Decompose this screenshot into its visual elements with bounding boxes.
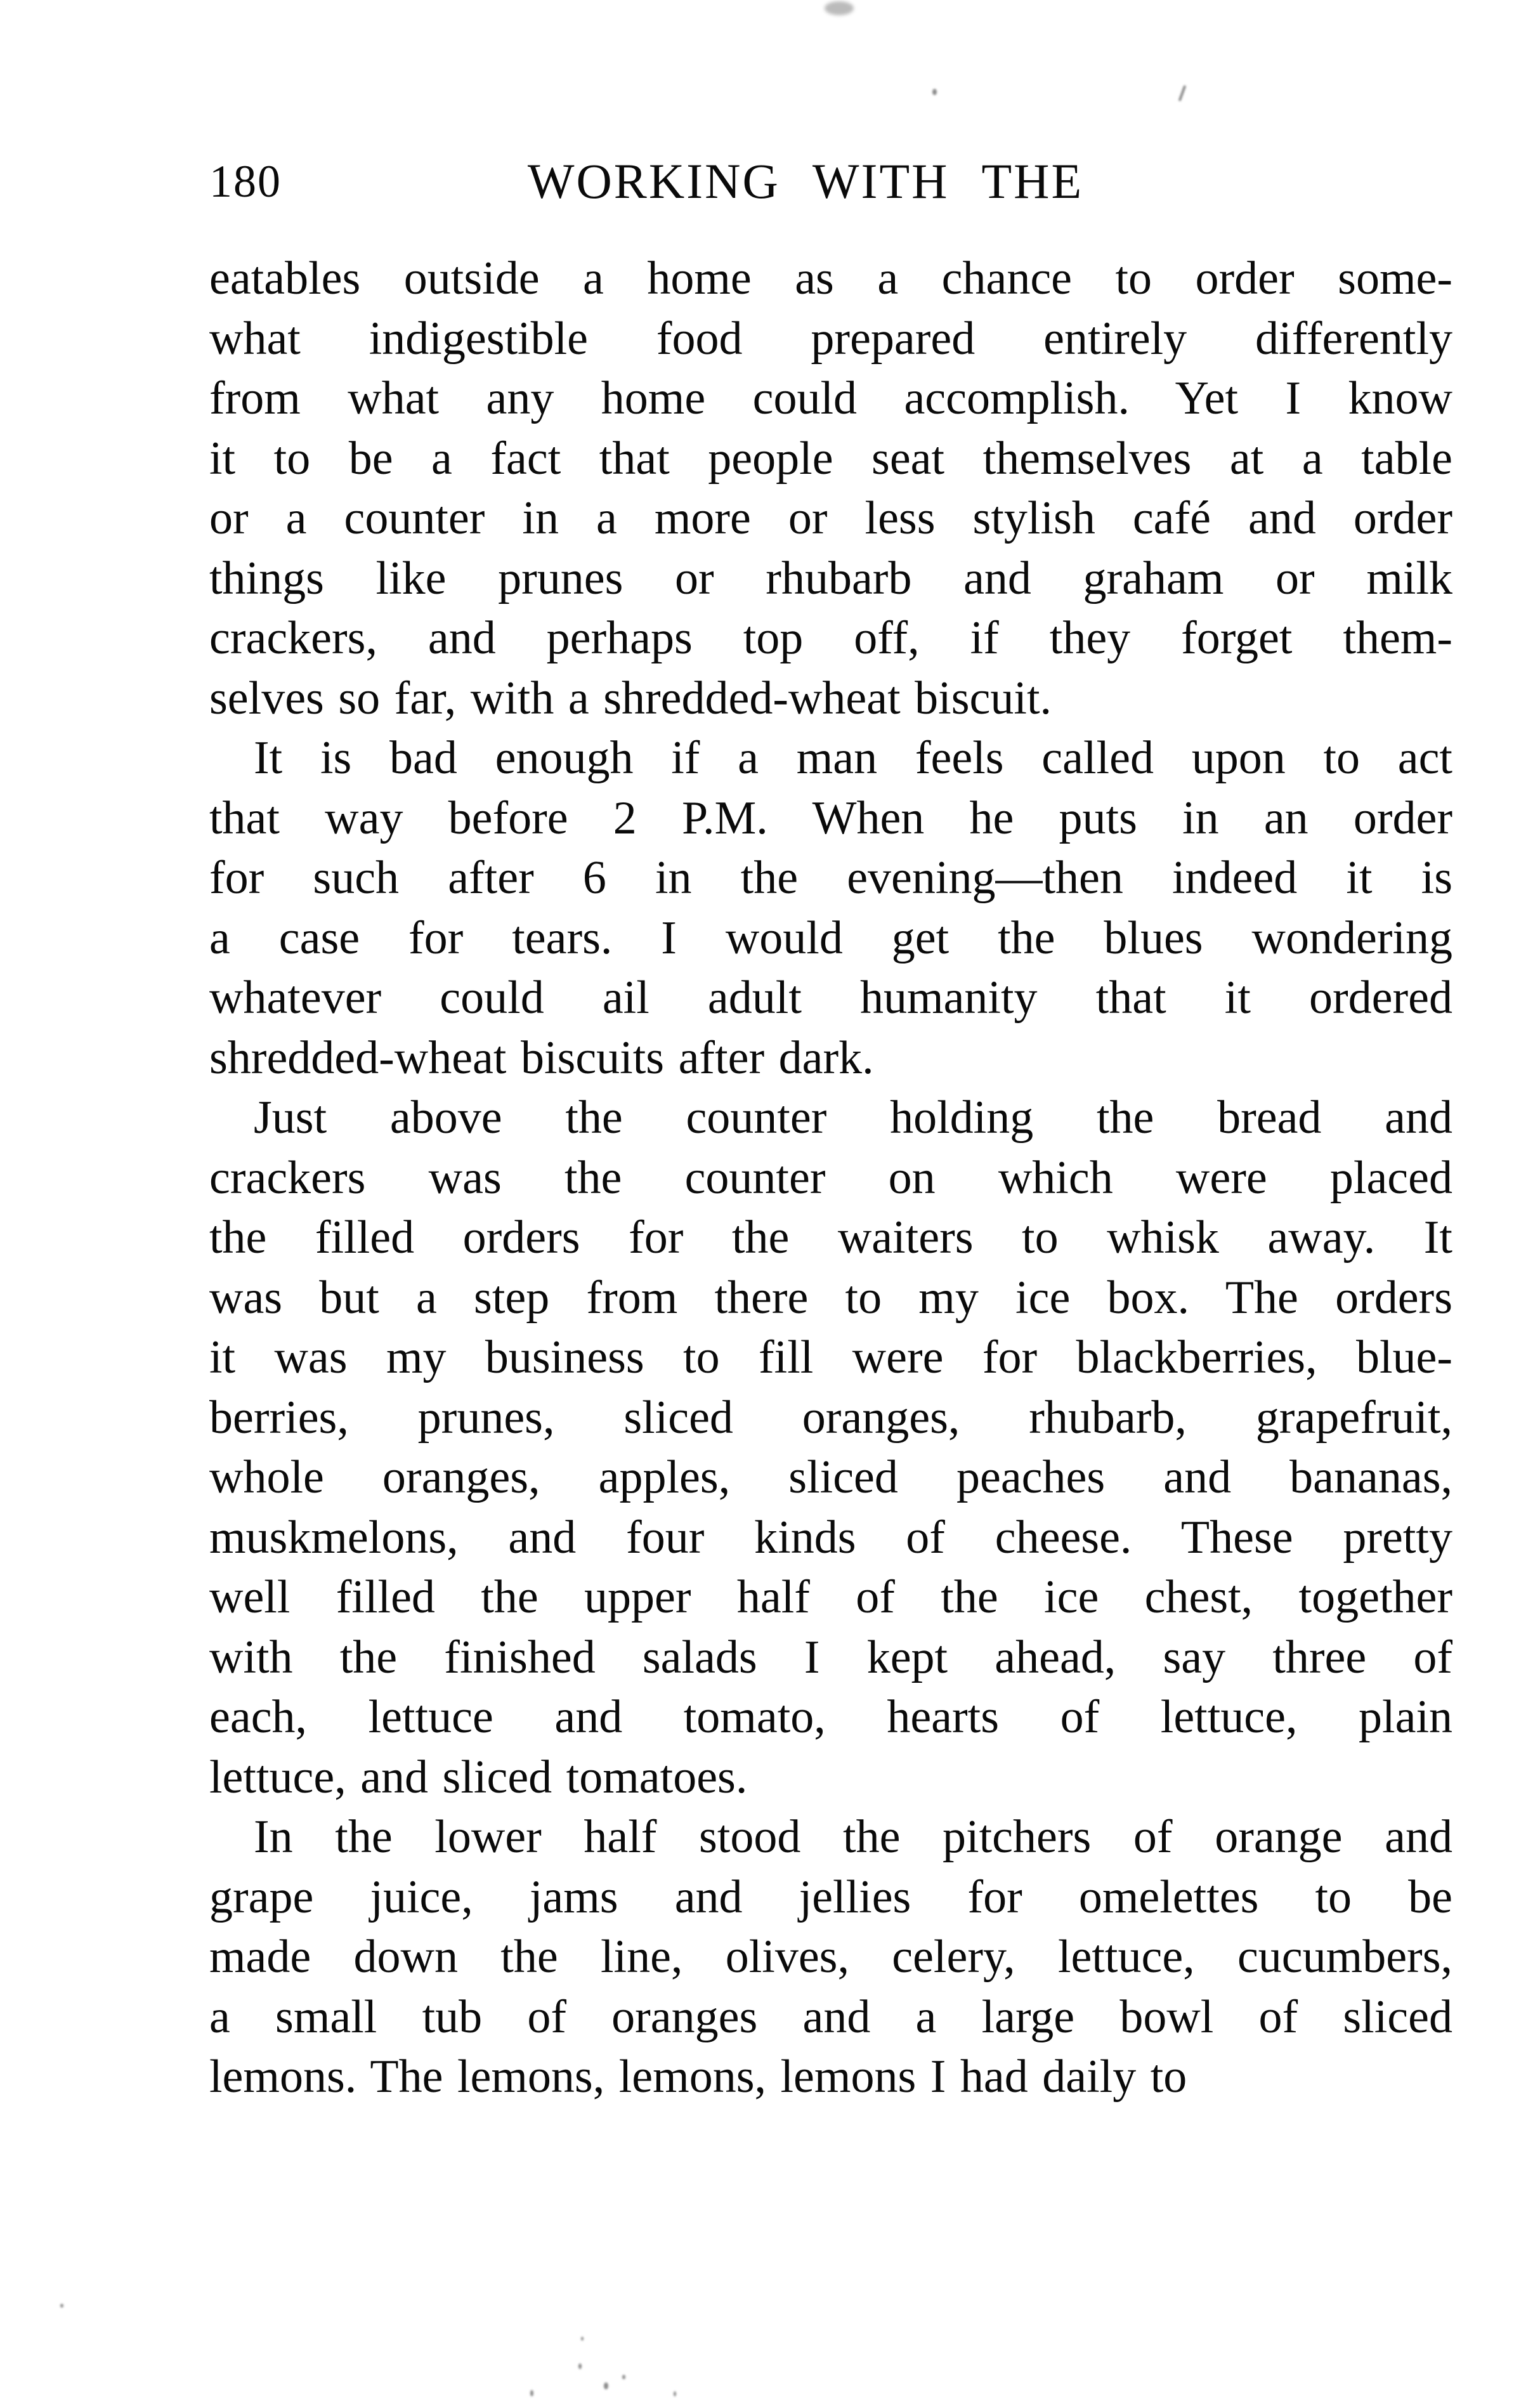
text-line: made down the line, olives, celery, lettuce, cucumbers, — [209, 1931, 1452, 1983]
text-line: it was my business to fill were for blackberries, blue- — [209, 1331, 1452, 1383]
running-title: WORKING WITH THE — [527, 154, 1084, 209]
page-text — [209, 249, 1452, 2107]
text-line: lemons. The lemons, lemons, lemons I had daily to — [209, 2051, 1187, 2103]
text-line: berries, prunes, sliced oranges, rhubarb, grapefruit, — [209, 1391, 1452, 1444]
text-line: It is bad enough if a man feels called upon to act — [254, 732, 1452, 784]
page-header — [209, 151, 1402, 214]
text-line: Just above the counter holding the bread and — [254, 1092, 1452, 1144]
paragraph — [209, 1088, 1452, 1807]
text-line: from what any home could accomplish. Yet I know — [209, 372, 1452, 424]
text-line: selves so far, with a shredded-wheat biscuit. — [209, 672, 1052, 724]
scan-artifact — [1178, 85, 1187, 101]
scan-artifact — [530, 2390, 533, 2396]
scan-artifact — [622, 2375, 625, 2379]
text-line: things like prunes or rhubarb and graham or milk — [209, 552, 1452, 604]
text-line: whole oranges, apples, sliced peaches and bananas, — [209, 1451, 1452, 1503]
text-line: the filled orders for the waiters to whisk away. It — [209, 1212, 1452, 1264]
text-line: a small tub of oranges and a large bowl of sliced — [209, 1990, 1452, 2043]
scan-artifact — [581, 2337, 584, 2341]
text-line: whatever could ail adult humanity that it ordered — [209, 972, 1452, 1024]
paragraph — [209, 249, 1452, 728]
text-line: with the finished salads I kept ahead, say three of — [209, 1631, 1452, 1683]
text-line: or a counter in a more or less stylish café and order — [209, 492, 1452, 544]
text-line: was but a step from there to my ice box. The orders — [209, 1271, 1452, 1324]
paragraph — [209, 728, 1452, 1088]
scan-artifact — [674, 2391, 676, 2396]
text-line: muskmelons, and four kinds of cheese. These pretty — [209, 1511, 1452, 1564]
text-line: a case for tears. I would get the blues wondering — [209, 911, 1452, 964]
text-line: shredded-wheat biscuits after dark. — [209, 1031, 874, 1084]
text-line: it to be a fact that people seat themselves at a table — [209, 432, 1452, 485]
text-line: lettuce, and sliced tomatoes. — [209, 1751, 748, 1803]
text-line: what indigestible food prepared entirely differently — [209, 312, 1452, 365]
text-line: each, lettuce and tomato, hearts of lettuce, plain — [209, 1691, 1452, 1743]
text-line: crackers, and perhaps top off, if they forget them- — [209, 612, 1452, 664]
text-line: that way before 2 P.M. When he puts in an order — [209, 792, 1452, 844]
text-line: grape juice, jams and jellies for omelettes to be — [209, 1871, 1452, 1923]
scan-artifact — [825, 1, 854, 15]
text-line: eatables outside a home as a chance to order some- — [209, 252, 1452, 304]
paragraph — [209, 1807, 1452, 2107]
text-line: for such after 6 in the evening—then indeed it is — [209, 852, 1452, 904]
text-line: crackers was the counter on which were placed — [209, 1151, 1452, 1204]
page-number: 180 — [209, 156, 282, 207]
text-line: In the lower half stood the pitchers of orange and — [254, 1811, 1452, 1863]
scan-artifact — [604, 2382, 608, 2389]
scan-artifact — [578, 2363, 582, 2369]
scan-artifact — [932, 89, 937, 95]
text-line: well filled the upper half of the ice chest, together — [209, 1571, 1452, 1623]
scan-artifact — [60, 2304, 63, 2308]
